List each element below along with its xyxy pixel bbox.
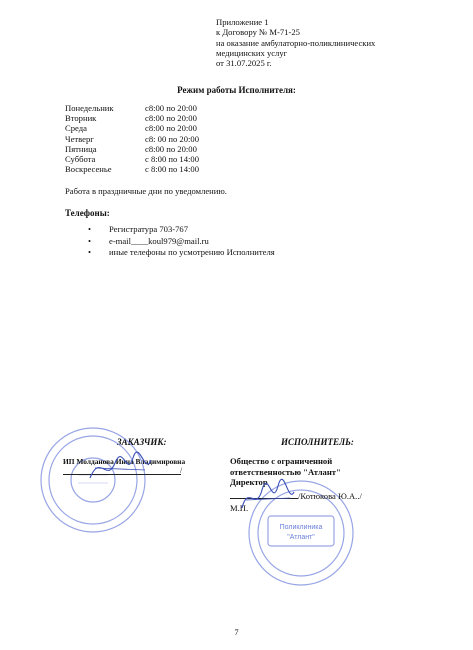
- schedule-hours: с8: 00 по 20:00: [145, 133, 200, 144]
- schedule-day: Среда: [65, 123, 87, 134]
- schedule-row: [65, 113, 199, 123]
- schedule-title: Режим работы Исполнителя:: [177, 85, 296, 95]
- org-line: Общество с ограниченной: [230, 456, 333, 466]
- customer-slash: /: [180, 466, 183, 475]
- schedule-day: Четверг: [65, 133, 94, 144]
- executor-position: Директор: [230, 477, 268, 487]
- page-number: 7: [234, 627, 239, 637]
- holiday-note: Работа в праздничные дни по уведомлению.: [65, 186, 227, 196]
- schedule-day: Воскресенье: [65, 164, 112, 175]
- org-line: ответственностью "Атлант": [230, 466, 341, 477]
- schedule-day: Вторник: [65, 113, 97, 124]
- phones-list: [88, 224, 275, 259]
- schedule-hours: с 8:00 по 14:00: [145, 154, 200, 165]
- executor-signature-name: /Котюкова Ю.А../: [298, 491, 362, 501]
- appendix-header: [216, 17, 375, 68]
- schedule-row: [65, 123, 199, 133]
- executor-signature: [238, 478, 298, 516]
- customer-name: ИП Молданова Инна Владимировна: [63, 457, 186, 466]
- appendix-line: Приложение 1: [216, 17, 269, 27]
- appendix-line: от 31.07.2025 г.: [216, 58, 272, 69]
- schedule-row: [65, 144, 199, 154]
- list-item: • e-mail____koul979@mail.ru: [88, 236, 275, 248]
- list-item: • Регистратура 703-767: [88, 224, 275, 236]
- phones-heading: Телефоны:: [65, 208, 110, 218]
- schedule-row: [65, 134, 199, 144]
- stamp-text: "Атлант": [287, 534, 315, 541]
- schedule-hours: с8:00 по 20:00: [145, 113, 197, 124]
- seal-place-label: М.П.: [230, 503, 249, 513]
- list-item: • иные телефоны по усмотрению Исполнителя: [88, 247, 275, 259]
- stamp-text: Поликлиника: [279, 524, 323, 531]
- appendix-line: к Договору № М-71-25: [216, 27, 300, 38]
- schedule-hours: с 8:00 по 14:00: [145, 164, 200, 175]
- schedule-table: [65, 103, 199, 174]
- schedule-row: [65, 103, 199, 113]
- customer-heading: ЗАКАЗЧИК:: [117, 437, 167, 447]
- schedule-row: [65, 154, 199, 164]
- appendix-line: медицинских услуг: [216, 47, 288, 58]
- schedule-hours: с8:00 по 20:00: [145, 123, 197, 134]
- schedule-row: [65, 164, 199, 174]
- schedule-day: Пятница: [65, 143, 97, 154]
- appendix-line: на оказание амбулаторно-поликлинических: [216, 37, 376, 48]
- executor-heading: ИСПОЛНИТЕЛЬ:: [281, 437, 354, 447]
- schedule-day: Суббота: [65, 154, 96, 165]
- schedule-hours: с8:00 по 20:00: [145, 143, 197, 154]
- customer-signature: [85, 448, 155, 488]
- schedule-hours: с8:00 по 20:00: [145, 103, 197, 113]
- schedule-day: Понедельник: [65, 103, 114, 113]
